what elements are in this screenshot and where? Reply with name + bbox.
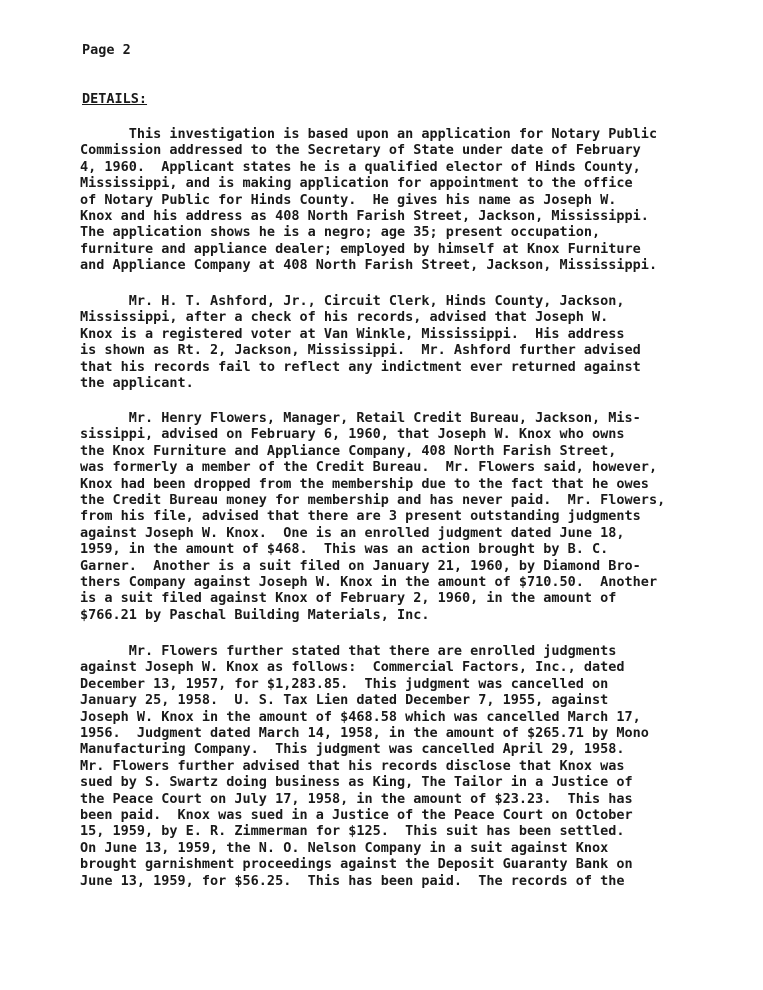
text-line: June 13, 1959, for $56.25. This has been paid. The records of the bbox=[80, 872, 625, 889]
text-line: January 25, 1958. U. S. Tax Lien dated December 7, 1955, against bbox=[80, 692, 609, 709]
text-line: is shown as Rt. 2, Jackson, Mississippi. Mr. Ashford further advised bbox=[80, 342, 641, 359]
text-line: the Knox Furniture and Appliance Company, 408 North Farish Street, bbox=[80, 442, 617, 459]
text-line: Knox is a registered voter at Van Winkle, Mississippi. His address bbox=[80, 325, 625, 342]
text-line: was formerly a member of the Credit Bureau. Mr. Flowers said, however, bbox=[80, 459, 658, 476]
text-line: Garner. Another is a suit filed on January 21, 1960, by Diamond Bro- bbox=[80, 557, 641, 574]
text-line: of Notary Public for Hinds County. He gives his name as Joseph W. bbox=[80, 191, 617, 208]
text-line: and Appliance Company at 408 North Farish Street, Jackson, Mississippi. bbox=[80, 257, 658, 274]
text-line: sissippi, advised on February 6, 1960, that Joseph W. Knox who owns bbox=[80, 426, 625, 443]
text-line: December 13, 1957, for $1,283.85. This judgment was cancelled on bbox=[80, 675, 609, 692]
text-line: Mr. Henry Flowers, Manager, Retail Credit Bureau, Jackson, Mis- bbox=[80, 410, 641, 426]
text-line: the Credit Bureau money for membership and has never paid. Mr. Flowers, bbox=[80, 492, 666, 509]
text-line: Mr. Flowers further stated that there are enrolled judgments bbox=[80, 643, 617, 659]
text-line: sued by S. Swartz doing business as King, The Tailor in a Justice of bbox=[80, 774, 633, 791]
text-line: been paid. Knox was sued in a Justice of the Peace Court on October bbox=[80, 807, 633, 824]
text-line: $766.21 by Paschal Building Materials, Inc. bbox=[80, 606, 430, 623]
page-number-label: Page 2 bbox=[82, 42, 131, 58]
text-line: 4, 1960. Applicant states he is a qualified elector of Hinds County, bbox=[80, 158, 641, 175]
text-line: is a suit filed against Knox of February 2, 1960, in the amount of bbox=[80, 590, 617, 607]
text-line: On June 13, 1959, the N. O. Nelson Company in a suit against Knox bbox=[80, 839, 609, 856]
text-line: Commission addressed to the Secretary of State under date of February bbox=[80, 142, 641, 159]
text-line: Knox had been dropped from the membership due to the fact that he owes bbox=[80, 475, 649, 492]
text-line: from his file, advised that there are 3 present outstanding judgments bbox=[80, 508, 641, 525]
text-line: thers Company against Joseph W. Knox in the amount of $710.50. Another bbox=[80, 574, 658, 591]
text-line: the applicant. bbox=[80, 375, 194, 392]
text-line: against Joseph W. Knox. One is an enrolled judgment dated June 18, bbox=[80, 524, 625, 541]
text-line: furniture and appliance dealer; employed by himself at Knox Furniture bbox=[80, 240, 641, 257]
details-heading: DETAILS: bbox=[82, 91, 148, 107]
text-line: Manufacturing Company. This judgment was cancelled April 29, 1958. bbox=[80, 741, 625, 758]
text-line: This investigation is based upon an application for Notary Public bbox=[80, 126, 658, 142]
paragraph-1 bbox=[80, 126, 728, 274]
paragraph-2 bbox=[80, 293, 728, 391]
text-line: 1959, in the amount of $468. This was an action brought by B. C. bbox=[80, 541, 609, 558]
text-line: Mr. H. T. Ashford, Jr., Circuit Clerk, Hinds County, Jackson, bbox=[80, 293, 625, 309]
text-line: 15, 1959, by E. R. Zimmerman for $125. This suit has been settled. bbox=[80, 823, 625, 840]
text-line: the Peace Court on July 17, 1958, in the amount of $23.23. This has bbox=[80, 790, 633, 807]
text-line: Joseph W. Knox in the amount of $468.58 which was cancelled March 17, bbox=[80, 708, 641, 725]
text-line: Mr. Flowers further advised that his records disclose that Knox was bbox=[80, 757, 625, 774]
paragraph-4 bbox=[80, 643, 728, 889]
text-line: 1956. Judgment dated March 14, 1958, in the amount of $265.71 by Mono bbox=[80, 725, 649, 742]
text-line: against Joseph W. Knox as follows: Commercial Factors, Inc., dated bbox=[80, 659, 625, 676]
text-line: Knox and his address as 408 North Farish Street, Jackson, Mississippi. bbox=[80, 208, 649, 225]
text-line: Mississippi, and is making application for appointment to the office bbox=[80, 175, 633, 192]
paragraph-3 bbox=[80, 410, 728, 623]
text-line: Mississippi, after a check of his records, advised that Joseph W. bbox=[80, 309, 609, 326]
text-line: brought garnishment proceedings against the Deposit Guaranty Bank on bbox=[80, 856, 633, 873]
text-line: The application shows he is a negro; age 35; present occupation, bbox=[80, 224, 601, 241]
text-line: that his records fail to reflect any indictment ever returned against bbox=[80, 358, 641, 375]
